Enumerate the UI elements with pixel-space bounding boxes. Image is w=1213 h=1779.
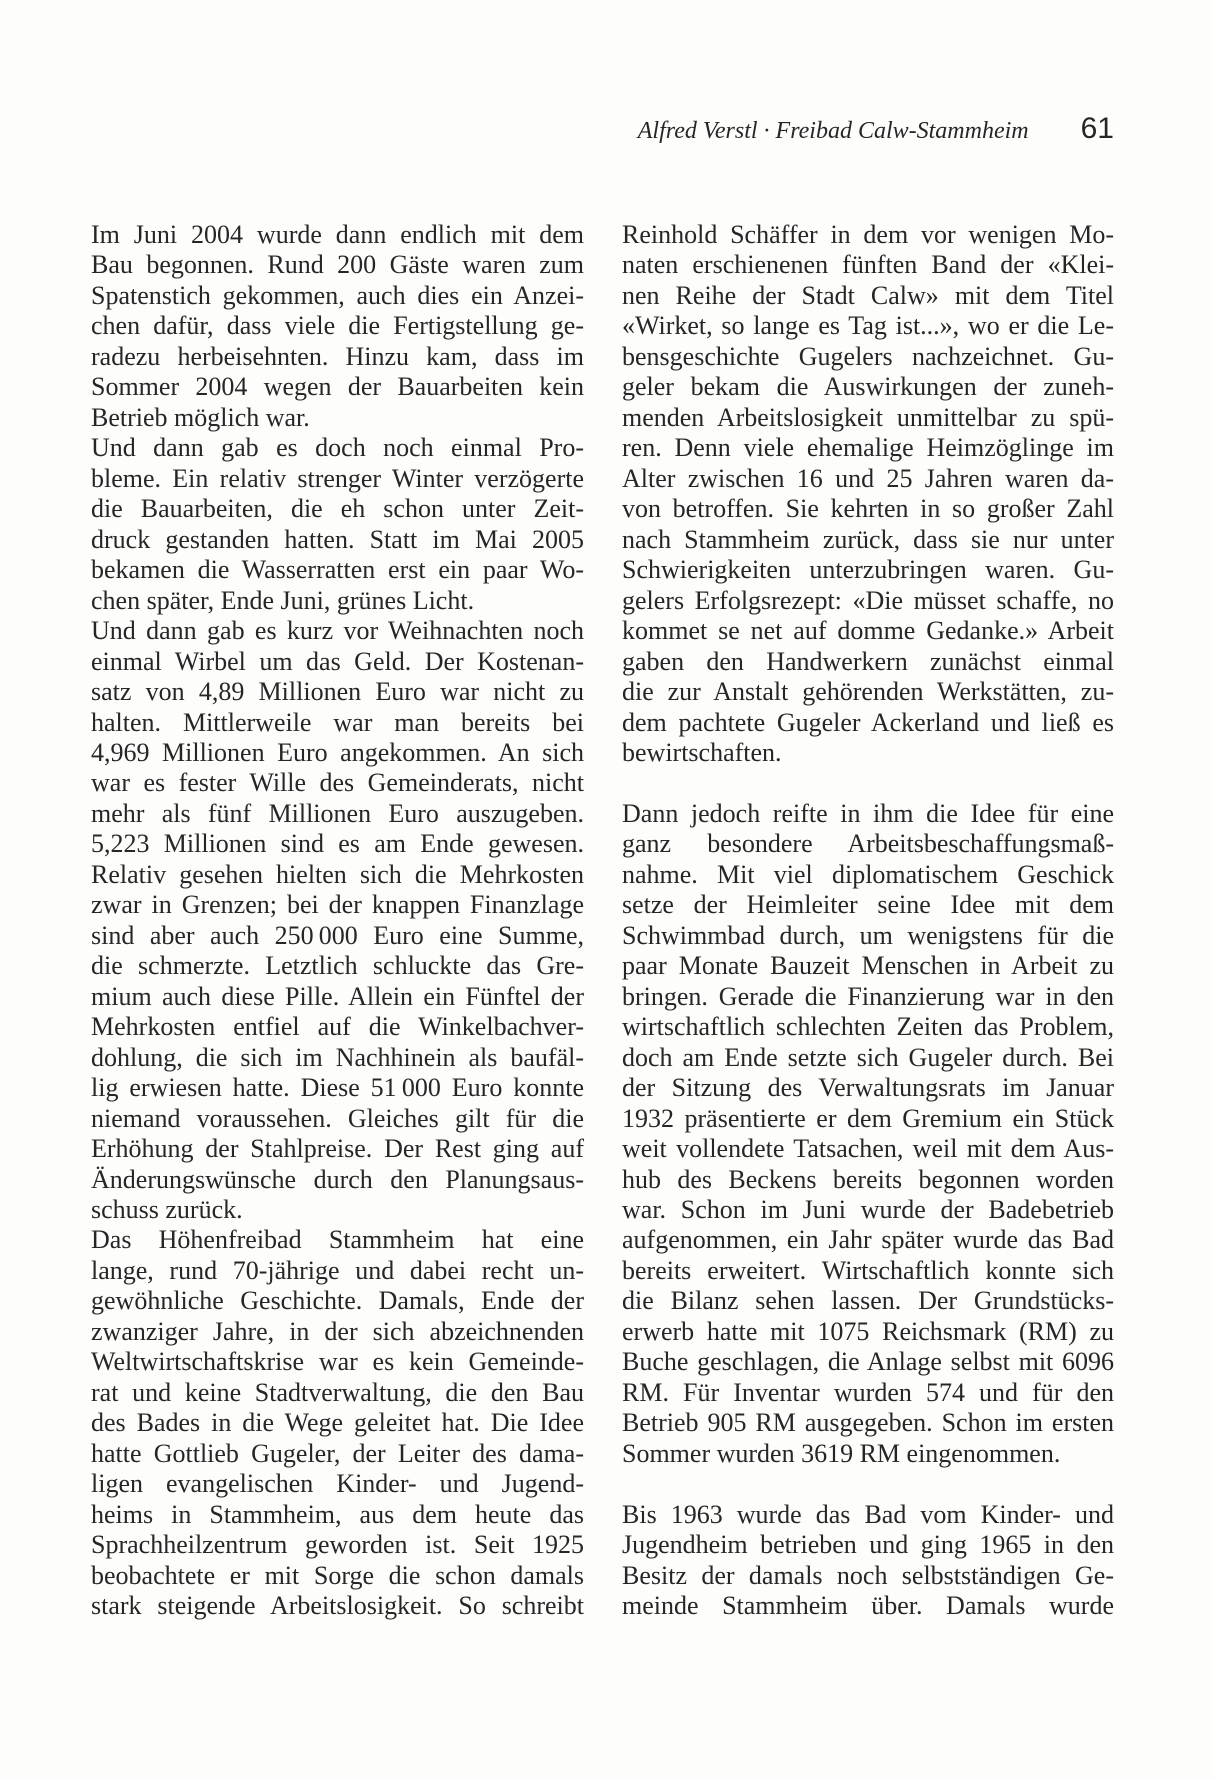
text-line: Dann jedoch reifte in ihm die Idee für eine bbox=[622, 798, 1114, 828]
text-line: nahme. Mit viel diplomatischem Geschick bbox=[622, 859, 1114, 889]
paragraph bbox=[91, 616, 584, 1225]
text-line: lange, rund 70-jährige und dabei recht un- bbox=[91, 1255, 584, 1285]
text-line: erwerb hatte mit 1075 Reichsmark (RM) zu bbox=[622, 1316, 1114, 1346]
text-line: zwanziger Jahre, in der sich abzeichnenden bbox=[91, 1316, 584, 1346]
text-line: dem pachtete Gugeler Ackerland und ließ es bbox=[622, 707, 1114, 737]
text-line: die schmerzte. Letztlich schluckte das Gre- bbox=[91, 951, 584, 981]
text-line: bereits erweitert. Wirtschaftlich konnte sich bbox=[622, 1255, 1114, 1285]
text-line: war es fester Wille des Gemeinderats, nicht bbox=[91, 768, 584, 798]
text-line: einmal Wirbel um das Geld. Der Kostenan- bbox=[91, 646, 584, 676]
left-column bbox=[91, 220, 584, 1622]
text-line: Schwimmbad durch, um wenigstens für die bbox=[622, 920, 1114, 950]
text-line: Und dann gab es doch noch einmal Pro- bbox=[91, 433, 584, 463]
text-line: hatte Gottlieb Gugeler, der Leiter des dama- bbox=[91, 1438, 584, 1468]
text-line: wirtschaftlich schlechten Zeiten das Problem, bbox=[622, 1012, 1114, 1042]
text-line: hub des Beckens bereits begonnen worden bbox=[622, 1164, 1114, 1194]
text-line: meinde Stammheim über. Damals wurde bbox=[622, 1591, 1114, 1621]
text-line: mehr als fünf Millionen Euro auszugeben. bbox=[91, 798, 584, 828]
text-line: Jugendheim betrieben und ging 1965 in den bbox=[622, 1530, 1114, 1560]
text-line: Änderungswünsche durch den Planungsaus- bbox=[91, 1164, 584, 1194]
text-line: Relativ gesehen hielten sich die Mehrkosten bbox=[91, 859, 584, 889]
text-line: Weltwirtschaftskrise war es kein Gemeinde- bbox=[91, 1347, 584, 1377]
text-line: war. Schon im Juni wurde der Badebetrieb bbox=[622, 1195, 1114, 1224]
text-line: von betroffen. Sie kehrten in so großer Zahl bbox=[622, 494, 1114, 524]
text-line: dohlung, die sich im Nachhinein als baufäl- bbox=[91, 1042, 584, 1072]
text-line: druck gestanden hatten. Statt im Mai 2005 bbox=[91, 524, 584, 554]
text-line: des Bades in die Wege geleitet hat. Die Idee bbox=[91, 1408, 584, 1438]
text-line: Reinhold Schäffer in dem vor wenigen Mo- bbox=[622, 220, 1114, 249]
text-line: Bau begonnen. Rund 200 Gäste waren zum bbox=[91, 250, 584, 280]
text-line: 4,969 Millionen Euro angekommen. An sich bbox=[91, 737, 584, 767]
text-line: nen Reihe der Stadt Calw» mit dem Titel bbox=[622, 280, 1114, 310]
text-line: chen dafür, dass viele die Fertigstellung ge- bbox=[91, 311, 584, 341]
paragraph bbox=[622, 799, 1114, 1469]
text-line: gewöhnliche Geschichte. Damals, Ende der bbox=[91, 1286, 584, 1316]
text-line: Bis 1963 wurde das Bad vom Kinder- und bbox=[622, 1499, 1114, 1529]
text-line: bewirtschaften. bbox=[622, 737, 782, 767]
text-line: Sprachheilzentrum geworden ist. Seit 1925 bbox=[91, 1530, 584, 1560]
text-line: ganz besondere Arbeitsbeschaffungsmaß- bbox=[622, 829, 1114, 859]
text-line: Alter zwischen 16 und 25 Jahren waren da- bbox=[622, 463, 1114, 493]
text-line: radezu herbeisehnten. Hinzu kam, dass im bbox=[91, 341, 584, 371]
text-line: der Sitzung des Verwaltungsrats im Januar bbox=[622, 1073, 1114, 1103]
text-line: beobachtete er mit Sorge die schon damals bbox=[91, 1560, 584, 1590]
text-line: Betrieb 905 RM ausgegeben. Schon im ersten bbox=[622, 1408, 1114, 1438]
text-line: halten. Mittlerweile war man bereits bei bbox=[91, 707, 584, 737]
paragraph bbox=[91, 1225, 584, 1621]
text-line: sind aber auch 250 000 Euro eine Summe, bbox=[91, 920, 584, 950]
text-line: paar Monate Bauzeit Menschen in Arbeit zu bbox=[622, 951, 1114, 981]
right-column bbox=[622, 220, 1114, 1622]
page-header bbox=[638, 112, 1114, 148]
text-line: Schwierigkeiten unterzubringen waren. Gu- bbox=[622, 555, 1114, 585]
text-line: bleme. Ein relativ strenger Winter verzögerte bbox=[91, 463, 584, 493]
text-line: satz von 4,89 Millionen Euro war nicht zu bbox=[91, 677, 584, 707]
text-line: RM. Für Inventar wurden 574 und für den bbox=[622, 1377, 1114, 1407]
text-line: gaben den Handwerkern zunächst einmal bbox=[622, 646, 1114, 676]
text-line: ligen evangelischen Kinder- und Jugend- bbox=[91, 1469, 584, 1499]
text-line: doch am Ende setzte sich Gugeler durch. Bei bbox=[622, 1042, 1114, 1072]
text-line: 1932 präsentierte er dem Gremium ein Stück bbox=[622, 1103, 1114, 1133]
text-line: nach Stammheim zurück, dass sie nur unter bbox=[622, 524, 1114, 554]
text-line: rat und keine Stadtverwaltung, die den Bau bbox=[91, 1377, 584, 1407]
page-number: 61 bbox=[1080, 112, 1114, 145]
text-line: Und dann gab es kurz vor Weihnachten noch bbox=[91, 616, 584, 646]
text-line: zwar in Grenzen; bei der knappen Finanzlage bbox=[91, 890, 584, 920]
text-line: chen später, Ende Juni, grünes Licht. bbox=[91, 585, 475, 615]
text-line: gelers Erfolgsrezept: «Die müsset schaffe, no bbox=[622, 585, 1114, 615]
text-line: Buche geschlagen, die Anlage selbst mit 6096 bbox=[622, 1347, 1114, 1377]
running-head: Alfred Verstl · Freibad Calw-Stammheim bbox=[637, 118, 1029, 144]
text-line: «Wirket, so lange es Tag ist...», wo er die Le- bbox=[622, 311, 1114, 341]
paragraph bbox=[91, 220, 584, 433]
text-line: schuss zurück. bbox=[91, 1195, 243, 1224]
paragraph bbox=[91, 433, 584, 616]
text-line: bringen. Gerade die Finanzierung war in den bbox=[622, 981, 1114, 1011]
text-line: Sommer 2004 wegen der Bauarbeiten kein bbox=[91, 372, 584, 402]
text-line: Besitz der damals noch selbstständigen Ge- bbox=[622, 1560, 1114, 1590]
text-line: die Bilanz sehen lassen. Der Grundstücks- bbox=[622, 1286, 1114, 1316]
text-line: Im Juni 2004 wurde dann endlich mit dem bbox=[91, 220, 584, 249]
text-line: stark steigende Arbeitslosigkeit. So schreibt bbox=[91, 1591, 584, 1621]
text-line: menden Arbeitslosigkeit unmittelbar zu spü- bbox=[622, 402, 1114, 432]
text-line: die Bauarbeiten, die eh schon unter Zeit- bbox=[91, 494, 584, 524]
text-line: bensgeschichte Gugelers nachzeichnet. Gu- bbox=[622, 341, 1114, 371]
text-line: lig erwiesen hatte. Diese 51 000 Euro konnte bbox=[91, 1073, 584, 1103]
text-line: 5,223 Millionen sind es am Ende gewesen. bbox=[91, 829, 584, 859]
text-line: ren. Denn viele ehemalige Heimzöglinge im bbox=[622, 433, 1114, 463]
text-line: die zur Anstalt gehörenden Werkstätten, zu- bbox=[622, 677, 1114, 707]
text-line: bekamen die Wasserratten erst ein paar Wo- bbox=[91, 555, 584, 585]
text-line: kommet se net auf domme Gedanke.» Arbeit bbox=[622, 616, 1114, 646]
text-line: Erhöhung der Stahlpreise. Der Rest ging auf bbox=[91, 1134, 584, 1164]
text-line: Mehrkosten entfiel auf die Winkelbachver- bbox=[91, 1012, 584, 1042]
text-line: heims in Stammheim, aus dem heute das bbox=[91, 1499, 584, 1529]
text-line: aufgenommen, ein Jahr später wurde das Bad bbox=[622, 1225, 1114, 1255]
text-line: weit vollendete Tatsachen, weil mit dem Aus- bbox=[622, 1134, 1114, 1164]
text-line: mium auch diese Pille. Allein ein Fünftel der bbox=[91, 981, 584, 1011]
text-line: niemand voraussehen. Gleiches gilt für die bbox=[91, 1103, 584, 1133]
text-line: setze der Heimleiter seine Idee mit dem bbox=[622, 890, 1114, 920]
text-line: Sommer wurden 3619 RM eingenommen. bbox=[622, 1438, 1061, 1468]
paragraph bbox=[622, 1500, 1114, 1622]
paragraph bbox=[622, 220, 1114, 768]
text-line: naten erschienenen fünften Band der «Klei- bbox=[622, 250, 1114, 280]
text-line: geler bekam die Auswirkungen der zuneh- bbox=[622, 372, 1114, 402]
text-line: Spatenstich gekommen, auch dies ein Anzei- bbox=[91, 280, 584, 310]
text-line: Das Höhenfreibad Stammheim hat eine bbox=[91, 1225, 584, 1255]
text-line: Betrieb möglich war. bbox=[91, 402, 310, 432]
